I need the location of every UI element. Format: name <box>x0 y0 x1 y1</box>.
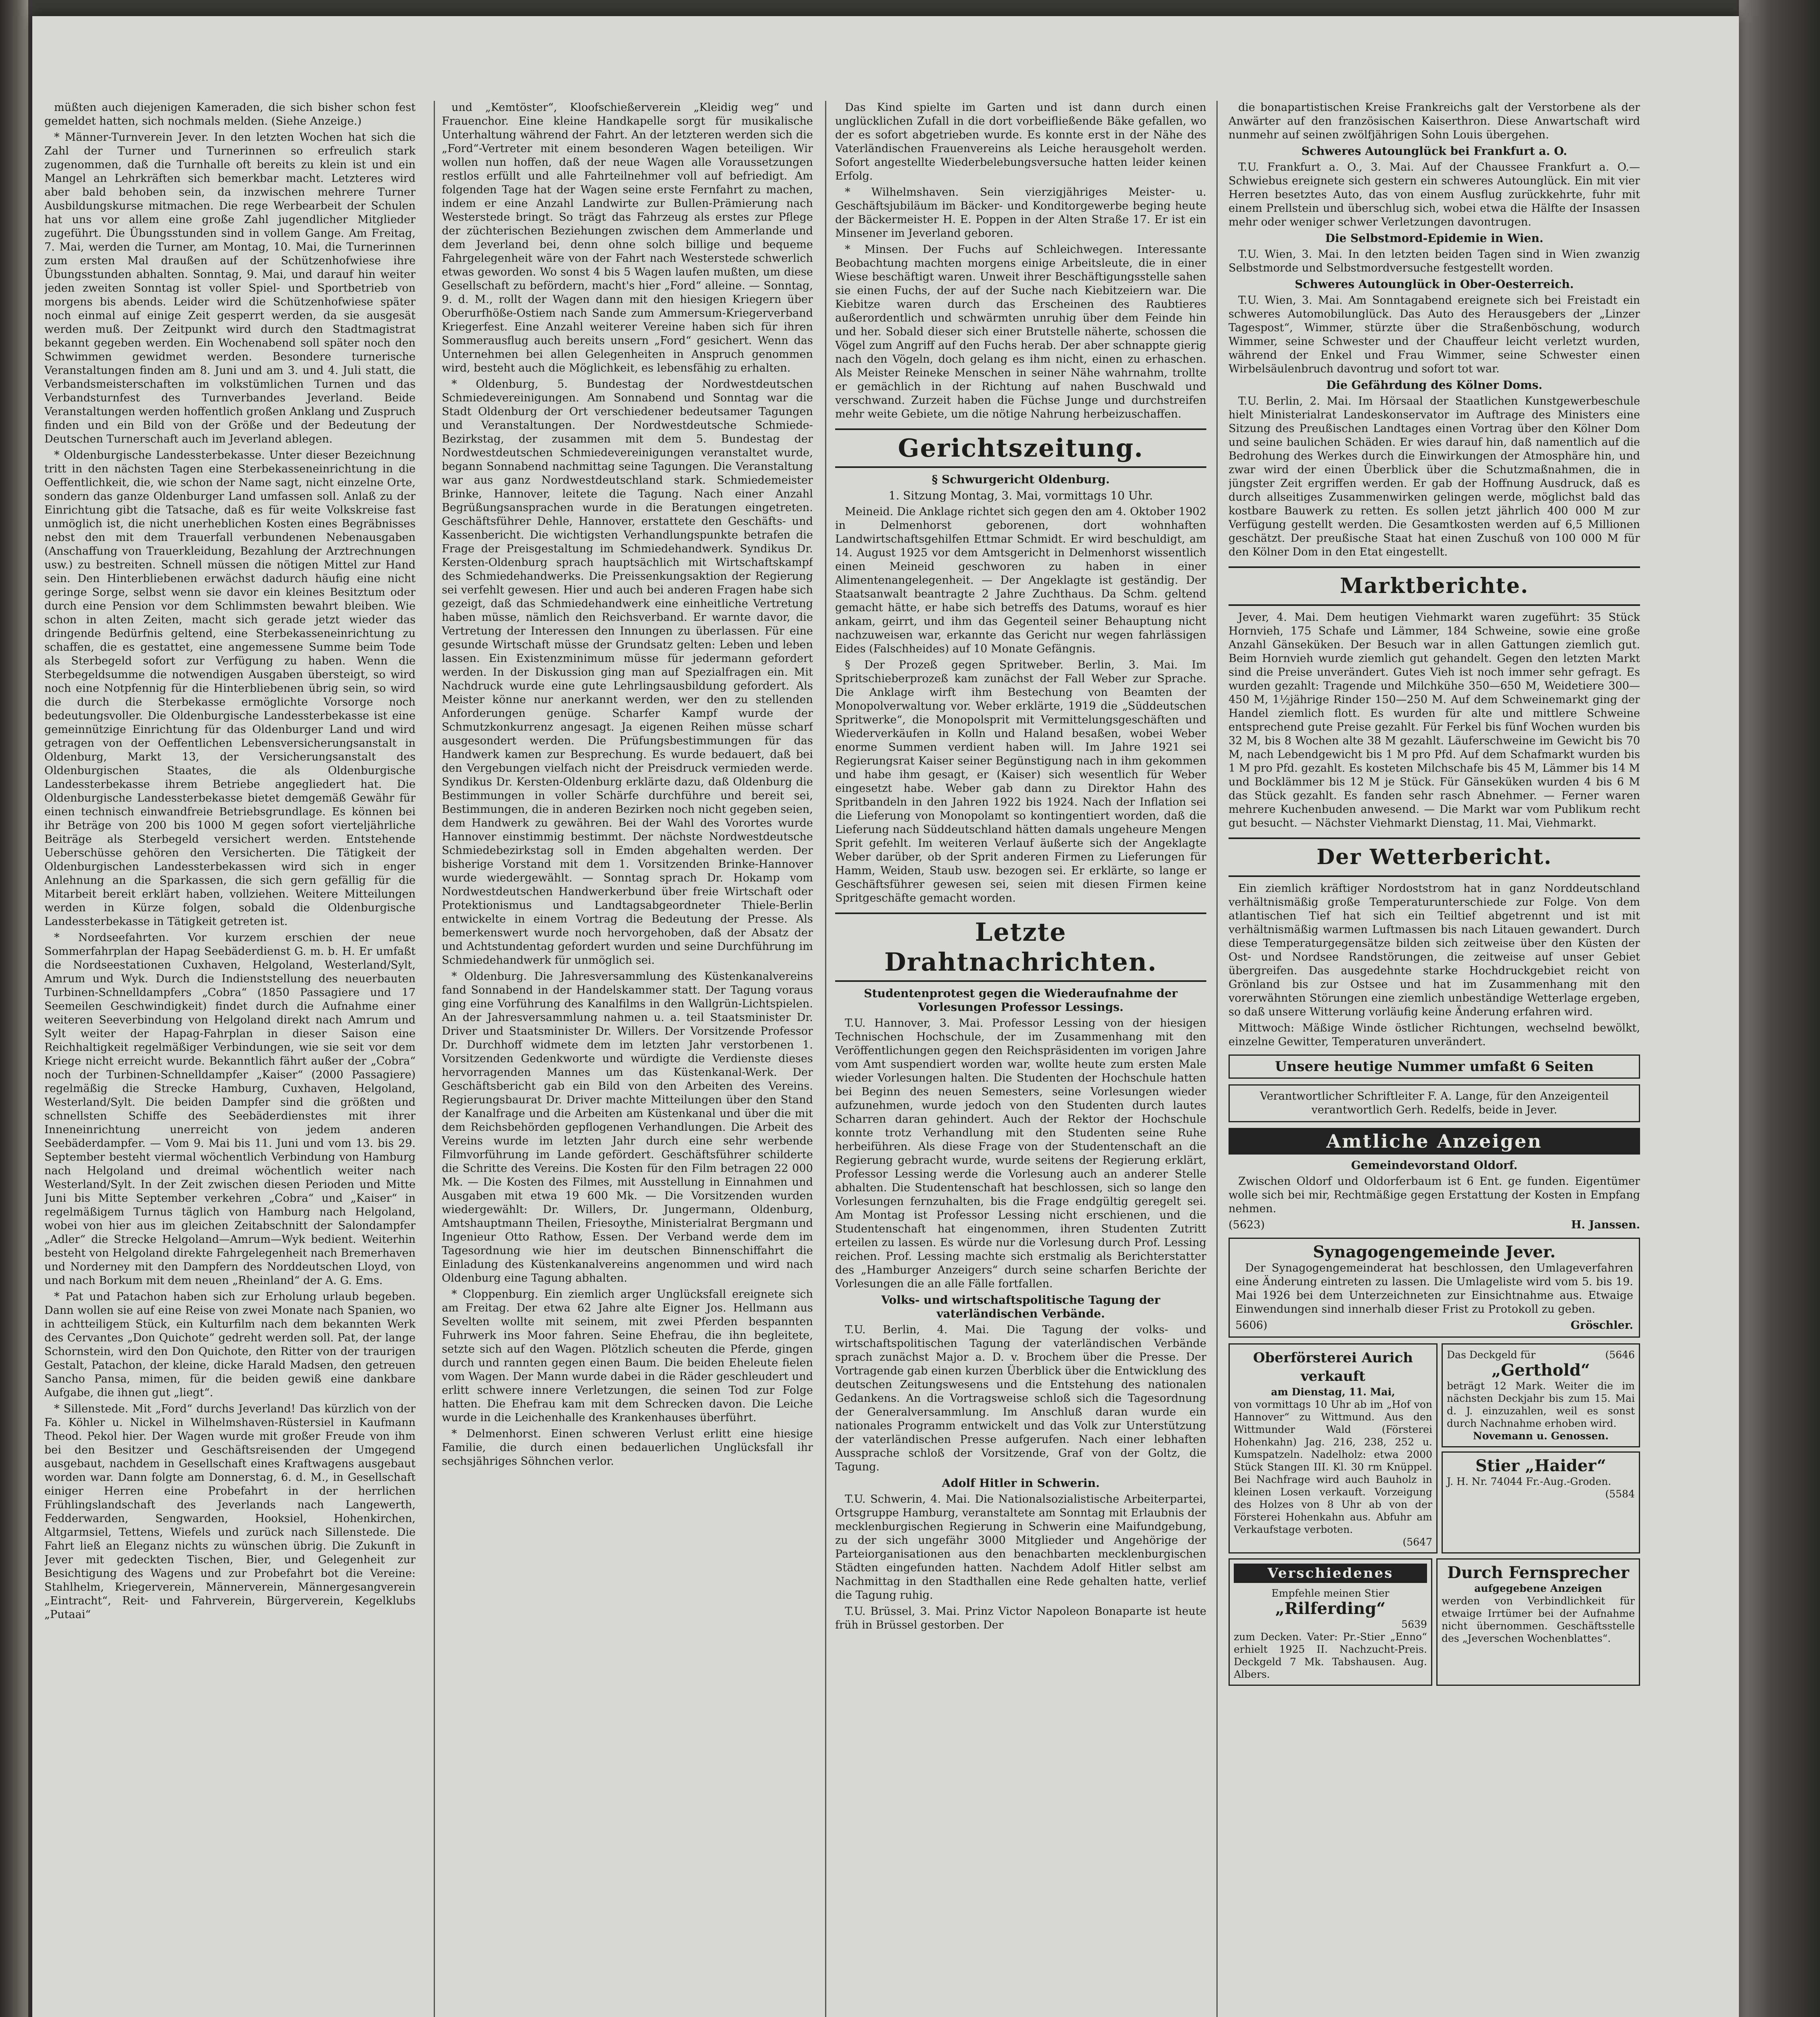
section-heading-amtliche-anzeigen: Amtliche Anzeigen <box>1229 1128 1640 1155</box>
article-nordseefahrten: * Nordseefahrten. Vor kurzem erschien der neue Sommerfahrplan der Hapag Seebäderdienst G. m. b. H. Er umfaßt die Nordseestationen Cuxhaven, Helgoland, Westerland/Sylt, Amrum und Wyk. Durch die Indienststellung des neuerbauten Turbinen-Schnelldampfers „Cobra“ (1850 Passagiere und 17 Seemeilen Geschwindigkeit) findet durch die Aufnahme einer weiteren Seeverbindung von Helgoland direkt nach Amrum und Sylt weiter der Hapag-Fahrplan in dieser Saison eine Reichhaltigkeit regelmäßiger Verbindungen, wie sie seit vor dem Kriege nicht erreicht wurde. Bekanntlich fährt außer der „Cobra“ noch der Turbinen-Schnelldampfer „Kaiser“ (2000 Passagiere) regelmäßig die Strecke Hamburg, Cuxhaven, Helgoland, Westerland/Sylt. Die beiden Dampfer sind die größten und schnellsten Schiffe des Seebäderdienstes mit ihrer Inneneinrichtung unerreicht von jedem anderen Seebäderdampfer. — Vom 9. Mai bis 11. Juni und vom 13. bis 29. September besteht viermal wöchentlich Verbindung von Hamburg nach Helgoland und dreimal wöchentlich weiter nach Westerland/Sylt. In der Zeit zwischen diesen Perioden und Mitte Juni bis Mitte September verkehren „Cobra“ und „Kaiser“ in regelmäßigem Turnus täglich von Hamburg nach Helgoland, wobei von hier aus im gleichen Zeitabschnitt der Salondampfer „Adler“ die Strecke Helgoland—Amrum—Wyk bedient. Weiterhin besteht von Helgoland direkte Fahrgelegenheit nach Bremerhaven und Norderney mit den Dampfern des Norddeutschen Lloyd, von und nach Borkum mit dem neuen „Rheinland“ der A. G. Ems. <box>44 931 416 1287</box>
article-verbaende: T.U. Berlin, 4. Mai. Die Tagung der volks- und wirtschaftspolitischen Tagung der vaterländischen Verbände sprach zunächst Major a. D. v. Brochem über die Presse. Der Vortragende gab einen kurzen Überblick über die Entwicklung des deutschen Zeitungswesens und die Entstehung des nationalen Gedankens. An die Vortragsweise schloß sich die Tagesordnung der Generalversammlung. Im Anschluß daran wurde ein nationales Programm entwickelt und das Volk zur Unterstützung der vaterländischen Presse aufgerufen. Nach einer lebhaften Aussprache schloß der Vorsitzende, Graf von der Goltz, die Tagung. <box>835 1324 1206 1473</box>
syn-number: 5606) <box>1235 1319 1268 1332</box>
ad4-text: zum Decken. Vater: Pr.-Stier „Enno“ erhielt 1925 II. Nachzucht-Preis. Deckgeld 7 Mk. Tabshausen. Aug. Albers. <box>1234 1631 1427 1680</box>
subhead-schwurgericht: § Schwurgericht Oldenburg. <box>932 473 1110 486</box>
article-delmenhorst-continued: Das Kind spielte im Garten und ist dann durch einen unglücklichen Zufall in die dort vorbeifließende Bäke gefallen, wo der es sofort abgetrieben wurde. Es konnte erst in der Nähe des Vaterländischen Frauenvereins als Leiche herausgeholt werden. Sofort angestellte Wiederbelebungsversuche hatten leider keinen Erfolg. <box>835 101 1206 182</box>
ad3-number: (5584 <box>1605 1488 1635 1500</box>
section-heading-wetterbericht: Der Wetterbericht. <box>1229 837 1640 877</box>
article-wetter: Ein ziemlich kräftiger Nordoststrom hat in ganz Norddeutschland verhältnismäßig große Temperaturunterschiede zur Folge. Von dem atlantischen Tief hat sich ein Teiltief abgetrennt und ist mit verhältnismäßig warmen Luftmassen bis nach Litauen gewandert. Durch diese Temperaturgegensätze bilden sich zeitweise über den Küsten der Ost- und Nordsee Randstörungen, die zeitweise auf unser Gebiet übergreifen. Das ausgedehnte starke Hochdruckgebiet reicht von Grönland bis zur Ostsee und hat im Zusammenhang mit den vorerwähnten Störungen eine ziemlich unbeständige Wetterlage ergeben, so daß unsere Witterung vorläufig keine Änderung erfahren wird. <box>1229 882 1640 1018</box>
column-1 <box>44 101 416 2017</box>
ad1-date: am Dienstag, 11. Mai, <box>1271 1386 1395 1398</box>
amtl-signature: H. Janssen. <box>1571 1219 1640 1231</box>
ad5-text: werden von Verbindlichkeit für etwaige Irrtümer bei der Aufnahme nicht übernommen. Geschäftsstelle des „Jeverschen Wochenblattes“. <box>1442 1595 1635 1644</box>
subhead-verbaende: Volks- und wirtschaftspolitische Tagung der vaterländischen Verbände. <box>881 1293 1160 1320</box>
amtl-org: Gemeindevorstand Oldorf. <box>1351 1159 1518 1172</box>
ad-stier-haider <box>1442 1451 1640 1553</box>
ad2-signature: Novemann u. Genossen. <box>1473 1430 1609 1442</box>
subhead-studentenprotest: Studentenprotest gegen die Wiederaufnahme der Vorlesungen Professor Lessings. <box>864 987 1178 1014</box>
article-frankfurt: T.U. Frankfurt a. O., 3. Mai. Auf der Chaussee Frankfurt a. O.—Schwiebus ereignete sich gestern ein schweres Autounglück. Ein mit vier Herren besetztes Auto, das von einem Ausflug zurückkehrte, fuhr mit einem Prellstein und überschlug sich, wobei etwa die Hälfte der Insassen mehr oder weniger schwer Verletzungen davontrugen. <box>1229 161 1640 228</box>
article-cloppenburg: * Cloppenburg. Ein ziemlich arger Unglücksfall ereignete sich am Freitag. Der etwa 62 Jahre alte Eigner Jos. Hellmann aus Sevelten wollte mit seinem, mit zwei Pferden bespannten Fuhrwerk ins Moor fahren. Seine Ehefrau, die ihn begleitete, setzte sich auf den Wagen. Plötzlich scheuten die Pferde, gingen durch und rannten gegen einen Baum. Die beiden Eheleute fielen vom Wagen. Der Mann wurde dabei in die Räder geschleudert und erlitt schwere innere Verletzungen, die seinen Tod zur Folge hatten. Die Ehefrau kam mit dem Schrecken davon. Die Leiche wurde in die Leichenhalle des Krankenhauses überführt. <box>442 1288 813 1424</box>
column-container <box>44 101 1642 2017</box>
syn-signature: Gröschler. <box>1570 1319 1633 1332</box>
column-2 <box>442 101 813 2017</box>
ad-synagogengemeinde <box>1229 1238 1640 1338</box>
article-wilhelmshaven: * Wilhelmshaven. Sein vierzigjähriges Meister- u. Geschäftsjubiläum im Bäcker- und Konditorgewerbe beging heute der Bäckermeister H. E. Poppen in der Alten Straße 17. Er ist ein Minsener im Jeverland geboren. <box>835 186 1206 240</box>
article-spritweber: § Der Prozeß gegen Spritweber. Berlin, 3. Mai. Im Spritschieberprozeß kam zunächst der Fall Weber zur Sprache. Die Anklage wirft ihm Bestechung von Beamten der Monopolverwaltung vor. Weber erklärte, 1919 die „Süddeutschen Spritwerke“, die Monopolsprit mit Vermittelungsgeschäften und Wiederverkäufen in Kolln und Haland besaßen, wobei Weber enorme Summen verdient haben will. Im Jahre 1921 sei Regierungsrat Kaiser seiner Begünstigung nach in ihm gekommen und habe ihm gesagt, er (Kaiser) sich wesentlich für Weber eingesetzt habe. Weber gab dann zu Direktor Hahn des Spritbandeln in den Jahren 1922 bis 1924. Nach der Inflation sei die Lieferung von Monopolamt so kontingentiert worden, daß die Lieferung nach Süddeutschland hätten damals ungeheure Mengen Sprit gefehlt. Im weiteren Verlauf äußerte sich der Angeklagte Weber darüber, ob der Sprit anderen Firmen zu Lieferungen für Hamm, Weiden, Staub usw. bezogen sei. Er erklärte, so lange er Geschäftsführer gewesen sei, seien mit diesen Firmen keine Spritgeschäfte gemacht worden. <box>835 659 1206 904</box>
article-turnverein: * Männer-Turnverein Jever. In den letzten Wochen hat sich die Zahl der Turner und Turnerinnen so erfreulich stark zugenommen, daß die Turnhalle oft bereits zu klein ist und ein Mangel an Lehrkräften sich bemerkbar macht. Letzteres wird aber bald behoben sein, da inzwischen mehrere Turner Ausbildungskurse mitmachen. Die rege Werbearbeit der Schulen hat uns vor allem eine große Zahl jugendlicher Mitglieder zugeführt. Die Übungsstunden sind in vollem Gange. Am Freitag, 7. Mai, werden die Turner, am Montag, 10. Mai, die Turnerinnen zum ersten Mal draußen auf der Schützenhofwiese ihre Übungsstunden abhalten. Sonntag, 9. Mai, und darauf hin weiter jeden zweiten Sonntag ist voller Spiel- und Sportbetrieb von morgens bis abends. Leider wird die Schützenhofwiese später noch einmal auf einige Zeit gesperrt werden, da sie ausgesät werden muß. Der Zeitpunkt wird durch den Stadtmagistrat bekannt gegeben werden. Ein Wochenabend soll später noch den Schwimmen gewidmet werden. Besondere turnerische Veranstaltungen finden am 8. Juni und am 3. und 4. Juli statt, die Verbandsmeisterschaften im volkstümlichen Turnen und das Verbandsturnfest des Turnverbandes Jeverland. Beide Veranstaltungen werden hoffentlich großen Anklang und Zuspruch finden und ein Bild von der Größe und der Bedeutung der Deutschen Turnerschaft auch im Jeverland ablegen. <box>44 131 416 445</box>
ad-fernsprecher <box>1436 1558 1640 1686</box>
article-meineid: Meineid. Die Anklage richtet sich gegen den am 4. Oktober 1902 in Delmenhorst geborenen, dort wohnhaften Landwirtschaftsgehilfen Ettmar Schmidt. Er wird beschuldigt, am 14. August 1925 vor dem Amtsgericht in Delmenhorst wissentlich einen Meineid geschworen zu haben in einer Alimentenangelegenheit. — Der Angeklagte ist geständig. Der Staatsanwalt beantragte 2 Jahre Zuchthaus. Da Schm. geltend gemacht hätte, er habe sich betreffs des Datums, worauf es hier ankam, geirrt, und ihm das Gegenteil seiner Behauptung nicht nachzuweisen war, erkannte das Gericht nur wegen fahrlässigen Eides (Falschheides) auf 10 Monate Gefängnis. <box>835 505 1206 655</box>
article-ford-continued: und „Kemtöster“, Kloofschießerverein „Kleidig weg“ und Frauenchor. Eine kleine Handkapelle sorgt für musikalische Unterhaltung während der Fahrt. An der letzteren werden sich die „Ford“-Vertreter mit einem besonderen Wagen beteiligen. Wir wollen nun hoffen, daß der neue Wagen alle Voraussetzungen restlos erfüllt und alle Fahrteilnehmer voll auf befriedigt. Am folgenden Tage hat der Wagen seine erste Fernfahrt zu machen, indem er eine Anzahl Landwirte zur Bullen-Prämierung nach Westerstede bringt. So trägt das Fahrzeug als erstes zur Pflege der züchterischen Beziehungen zwischen dem Ammerlande und dem Jeverland bei, denn ohne solch billige und bequeme Fahrgelegenheit wäre von der Fahrt nach Westerstede schwerlich etwas geworden. Wo sonst 4 bis 5 Wagen laufen mußten, um diese Gesellschaft zu befördern, macht's hier „Ford“ alleine. — Sonntag, 9. d. M., rollt der Wagen dann mit den hiesigen Kriegern über Oberurfhöße-Ostiem nach Sande zum Ammersum-Kriegerverband Kriegerfest. Eine Anzahl weiterer Vereine haben sich für ihren Sommerausflug auch bereits unsern „Ford“ gesichert. Wenn das Unternehmen bei allen Gelegenheiten in Anspruch genommen wird, besteht auch die Möglichkeit, es lebensfähig zu erhalten. <box>442 101 813 374</box>
article-kuestenkanal: * Oldenburg. Die Jahresversammlung des Küstenkanalvereins fand Sonnabend in der Handelskammer statt. Der Tagung voraus ging eine Vorführung des Kanalfilms in den Wallgrün-Lichtspielen. An der Jahresversammlung nahmen u. a. teil Staatsminister Dr. Driver und Staatsminister Dr. Willers. Der Vorsitzende Professor Dr. Durchhoff widmete dem im letzten Jahr verstorbenen 1. Vorsitzenden Gedenkworte und würdigte die Verdienste dieses hervorragenden Mannes um das Küstenkanal-Werk. Der Geschäftsbericht gab ein Bild von den Arbeiten des Vereins. Regierungsbaurat Dr. Driver machte Mitteilungen über den Stand der Kanalfrage und die Arbeiten am Küstenkanal und über die mit dem Reichsbehörden gepflogenen Verhandlungen. Die Arbeit des Vereins wurde im letzten Jahr durch eine sehr werbende Filmvorführung im Lande gefördert. Geschäftsführer schilderte die Schritte des Vereins. Die Kosten für den Film betragen 22 000 Mk. — Die Kosten des Filmes, mit Ausstellung in Einnahmen und Ausgaben mit etwa 19 600 Mk. — Die Vorsitzenden wurden wiedergewählt: Dr. Willers, Dr. Jungermann, Oldenburg, Amtshauptmann Theilen, Friesoythe, Ministerialrat Bergmann und Ingenieur Otto Rathow, Essen. Der Verband werde dem im Tagesordnung wie hier im deutschen Binnenschiffahrt die Einladung des Küstenkanalvereins angenommen und wird nach Oldenburg eine Tagung abhalten. <box>442 970 813 1284</box>
article-viehmarkt: Jever, 4. Mai. Dem heutigen Viehmarkt waren zugeführt: 35 Stück Hornvieh, 175 Schafe und Lämmer, 184 Schweine, sowie eine große Anzahl Gänseküken. Der Besuch war in allen Gattungen ziemlich gut. Beim Hornvieh wurde ziemlich gut gehandelt. Gegen den letzten Markt sind die Preise unverändert. Gutes Vieh ist noch immer sehr gefragt. Es wurden gezahlt: Tragende und Milchkühe 350—650 M, Weidetiere 300—450 M, 1½jährige Rinder 150—250 M. Auf dem Schweinemarkt ging der Handel ziemlich flott. Es wurden für alte und mittlere Schweine entsprechend gute Preise gezahlt. Für Ferkel bis fünf Wochen wurden bis 32 M, bis 8 Wochen alte 38 M gezahlt. Läuferschweine im Gewicht bis 70 M, nach Lebendgewicht bis 1 M pro Pfd. Auf dem Schafmarkt wurden bis 1 M pro Pfd. gezahlt. Es kosteten Milchschafe bis 45 M, Lämmer bis 14 M und Bocklämmer bis 12 M je Stück. Für Gänseküken wurden 4 bis 6 M das Stück gezahlt. Es fanden sehr rasch Abnehmer. — Ferner waren mehrere Kuchenbuden anwesend. — Die Markt war vom Publikum recht gut besucht. — Nächster Viehmarkt Dienstag, 11. Mai, Viehmarkt. <box>1229 611 1640 829</box>
amtl-number: (5623) <box>1229 1219 1265 1231</box>
subhead-hitler: Adolf Hitler in Schwerin. <box>942 1476 1100 1490</box>
book-binding-left <box>0 0 28 2017</box>
column-3 <box>835 101 1206 2017</box>
ad3-text: J. H. Nr. 74044 Fr.-Aug.-Groden. <box>1447 1476 1611 1487</box>
ad1-title: Oberförsterei Aurich verkauft <box>1253 1350 1413 1384</box>
section-heading-drahtnachrichten: Letzte Drahtnachrichten. <box>835 912 1206 982</box>
article-delmenhorst: * Delmenhorst. Einen schweren Verlust erlitt eine hiesige Familie, die durch einen bedauerlichen Unglücksfall ihr sechsjähriges Söhnchen verlor. <box>442 1428 813 1468</box>
ad2-top: Das Deckgeld für <box>1447 1349 1536 1361</box>
page-count-note: Unsere heutige Nummer umfaßt 6 Seiten <box>1229 1054 1640 1079</box>
article-schwerin: T.U. Schwerin, 4. Mai. Die Nationalsozialistische Arbeiterpartei, Ortsgruppe Hamburg, veranstaltete am Sonntag mit Erlaubnis der mecklenburgischen Regierung in Schwerin eine Maifundgebung, zu der sich ungefähr 3000 Mitglieder und Angehörige der Parteiorganisationen aus den benachbarten mecklenburgischen Städten eingefunden hatten. Nachdem Adolf Hitler selbst am Nachmittag in den Stadthallen eine Rede gehalten hatte, verlief die Tagung ruhig. <box>835 1493 1206 1601</box>
ad1-text: von vormittags 10 Uhr ab im „Hof von Hannover“ zu Wittmund. Aus den Wittmunder Wald (Försterei Hohenkahn) Jag. 216, 238, 252 u. Kumspatzeln. Nadelholz: etwa 2000 Stück Stangen III. Kl. 30 rm Knüppel. Bei Nachfrage wird auch Bauholz in kleinen Losen verkauft. Vorzeigung des Holzes von 8 Uhr ab von der Försterei Hohenkahn aus. Abfuhr am Verkaufstage verboten. <box>1234 1399 1432 1535</box>
subhead-sitting: 1. Sitzung Montag, 3. Mai, vormittags 10 Uhr. <box>888 489 1153 502</box>
article-minsen: * Minsen. Der Fuchs auf Schleichwegen. Interessante Beobachtung machten morgens einige Arbeitsleute, die in einer Wiese beschäftigt waren. Unweit ihrer Beschäftigungsstelle sahen sie einen Fuchs, der auf der Suche nach Kiebitzeiern war. Die Kiebitze waren durch das Erscheinen des Raubtieres außerordentlich und schwärmten unruhig über dem Feinde hin und her. Sobald dieser sich einer Brutstelle näherte, schossen die Vögel zum Angriff auf den Fuchs herab. Der aber schnappte gierig nach den Vögeln, doch gelang es ihm nicht, einen zu erhaschen. Als Meister Reineke Menschen in seiner Nähe wahrnahm, trollte er gemächlich in der Richtung auf nahen Buschwald und verschwand. Zurzeit haben die Füchse Junge und durchstreifen mehr weite Gebiete, um die nötige Nahrung herbeizuschaffen. <box>835 243 1206 420</box>
subhead-koelner-dom: Die Gefährdung des Kölner Doms. <box>1326 378 1542 392</box>
weather-forecast: Mittwoch: Mäßige Winde östlicher Richtungen, wechselnd bewölkt, einzelne Gewitter, Temperaturen unverändert. <box>1229 1022 1640 1048</box>
article-koelner-dom: T.U. Berlin, 2. Mai. Im Hörsaal der Staatlichen Kunstgewerbeschule hielt Ministerialrat Landeskonservator im Auftrage des Ministers eine Sitzung des Preußischen Landtages einen Vortrag über den Kölner Dom und seine baulichen Schäden. Er wies darauf hin, daß namentlich auf die Bedrohung des Werkes durch die Einwirkungen der Atmosphäre hin, und zwar wird der einen Überblick über die Schutzmaßnahmen, die in jüngster Zeit ergriffen werden. Er gab der Hoffnung Ausdruck, daß es durch allseitiges Zusammenwirken gelingen werde, möglichst bald das kostbare Bauwerk zu retten. Es sollen jetzt jährlich 400 000 M zur Verfügung gestellt werden. Die Gesamtkosten werden auf 6,5 Millionen geschätzt. Der preußische Staat hat einen Zuschuß von 100 000 M für den Kölner Dom in den Etat eingestellt. <box>1229 395 1640 558</box>
article-lessing: T.U. Hannover, 3. Mai. Professor Lessing von der hiesigen Technischen Hochschule, der im Zusammenhang mit den Veröffentlichungen gegen den Reichspräsidenten im vorigen Jahre vom Amt suspendiert worden war, wollte heute zum ersten Male wieder Vorlesungen halten. Die Studenten der Hochschule hatten bei Beginn des neuen Semesters, seine Vorlesungen wieder aufzunehmen, wurde jedoch von den Studenten durch lautes Scharren daran gehindert. Auch der Rektor der Hochschule konnte trotz Verhandlung mit den Studenten seine Ruhe herbeiführen. Als diese Frage von der Studentenschaft an die Regierung gebracht wurde, wurde seitens der Regierung erklärt, Professor Lessing werde die Vorlesung auch an anderer Stelle abhalten. Die Studentenschaft hat beschlossen, sich so lange den Vorlesungen fernzuhalten, bis die Frage endgültig geregelt sei. Am Montag ist Professor Lessing nicht erschienen, und die Studentenschaft hat eingenommen, ihren Studenten Zutritt erteilen zu lassen. Es würde nur die Vorlesung durch Prof. Lessing reichen. Prof. Lessing machte sich erstmalig als Berichterstatter des „Hamburger Anzeigers“ durch seine scharfen Berichte der Vorlesungen die an alle Fälle fortfallen. <box>835 1017 1206 1290</box>
ad4-top: Empfehle meinen Stier <box>1271 1587 1390 1599</box>
amtl-text: Zwischen Oldorf und Oldorferbaum ist 6 Ent. ge funden. Eigentümer wolle sich bei mir, Rechtmäßige gegen Erstattung der Kosten in Empfang nehmen. <box>1229 1175 1640 1215</box>
ad-grid-2 <box>1229 1558 1640 1686</box>
ad5-title: Durch Fernsprecher <box>1447 1563 1629 1582</box>
article-wien-selbstmord: T.U. Wien, 3. Mai. In den letzten beiden Tagen sind in Wien zwanzig Selbstmorde und Selbstmordversuche festgestellt worden. <box>1229 248 1640 274</box>
ad4-name: „Rilferding“ <box>1275 1599 1386 1618</box>
article-sterbekasse: * Oldenburgische Landessterbekasse. Unter dieser Bezeichnung tritt in den nächsten Tagen eine Sterbekasseneinrichtung in die Oeffentlichkeit, die, wie schon der Name sagt, nicht einzelne Orte, sondern das ganze Oldenburger Land umfassen soll. Anlaß zu der Einrichtung gibt die Tatsache, daß es für weite Volkskreise fast unmöglich ist, die nicht unerheblichen Kosten eines Begräbnisses nebst den mit dem Trauerfall verbundenen Nebenausgaben (Anschaffung von Trauerkleidung, Bezahlung der Arztrechnungen usw.) zu bestreiten. Schnell müssen die nötigen Mittel zur Hand sein. Den Hinterbliebenen erwächst dadurch häufig eine nicht geringe Sorge, selbst wenn sie davor ein kleines Besitztum oder durch eine Pension vor dem Schlimmsten bewahrt bleiben. Wie schon in alten Zeiten, macht sich gerade jetzt wieder das dringende Bedürfnis geltend, eine Sterbekasseneinrichtung zu schaffen, die es gestattet, eine angemessene Summe beim Tode als Sterbegeld sofort zur Verfügung zu haben. Wenn die Sterbegeldsumme die notwendigen Ausgaben übersteigt, so wird noch eine Notpfennig für die Hinterbliebenen übrig sein, so wird die durch die Sterbekasse ermöglichte Vorsorge noch bedeutungsvoller. Die Oldenburgische Landessterbekasse ist eine gemeinnützige Einrichtung für das Oldenburger Land und wird getragen von der Oeffentlichen Lebensversicherungsanstalt in Oldenburg, Markt 13, der Versicherungsanstalt des Oldenburgischen Staates, die als Oldenburgische Landessterbekasse ihrem Betriebe angegliedert hat. Die Oldenburgische Landessterbekasse bietet demgemäß Gewähr für einen technisch einwandfreie Betriebsgrundlage. Es können bei ihr Beträge von 200 bis 1000 M gegen sofort vierteljährliche Beiträge als Sterbegeld versichert werden. Entstehende Ueberschüsse gehören den Versicherten. Die Tätigkeit der Oldenburgischen Landessterbekassen wird sich in enger Anlehnung an die Sparkassen, die sich gern gefällig für die Mitarbeit bereit erklärt haben, vollziehen. Weitere Mitteilungen werden in Kürze folgen, sobald die Oldenburgische Landessterbekasse in Tätigkeit getreten ist. <box>44 449 416 928</box>
ad2-text: beträgt 12 Mark. Weiter die im nächsten Deckjahr bis zum 15. Mai d. J. einzuzahlen, weil es sonst durch Nachnahme erhoben wird. <box>1447 1380 1635 1429</box>
column-4 <box>1229 101 1640 2017</box>
subhead-frankfurt: Schweres Autounglück bei Frankfurt a. O. <box>1301 144 1567 158</box>
ad5-subtitle: aufgegebene Anzeigen <box>1474 1583 1602 1594</box>
article-paragraph: müßten auch diejenigen Kameraden, die sich bisher schon fest gemeldet hatten, sich nochmals melden. (Siehe Anzeige.) <box>44 101 416 127</box>
article-schmiede: * Oldenburg, 5. Bundestag der Nordwestdeutschen Schmiedevereinigungen. Am Sonnabend und Sonntag war die Stadt Oldenburg der Ort verschiedener bedeutsamer Tagungen und Veranstaltungen. Der Nordwestdeutsche Schmiede-Bezirkstag, der zusammen mit dem 5. Bundestag der Nordwestdeutschen Schmiedevereinigungen veranstaltet wurde, begann Sonnabend nachmittag seine Tagungen. Die Veranstaltung war aus ganz Nordwestdeutschland stark. Schmiedemeister Brinke, Hannover, leitete die Tagung. Nach einer Anzahl Begrüßungsansprachen wurde in die Beratungen eingetreten. Geschäftsführer Dehle, Hannover, erstattete den Geschäfts- und Kassenbericht. Die wichtigsten Verhandlungspunkte betrafen die Frage der Preisgestaltung im Schmiedehandwerk. Syndikus Dr. Kersten-Oldenburg sprach hauptsächlich mit Wirtschaftskampf des Schmiedehandwerks. Die Preissenkungsaktion der Regierung sei verfehlt gewesen. Hier und auch bei anderen Fragen habe sich gezeigt, daß das Schmiedehandwerk eine einheitliche Vertretung haben müsse, nämlich den Reichsverband. Er warnte davor, die Vertretung der Interessen den Innungen zu überlassen. Für eine gesunde Wirtschaft müsse der Grundsatz gelten: Leben und leben lassen. Ein Existenzminimum müsse für jedermann gefordert werden. In der Diskussion ging man auf Spezialfragen ein. Mit Nachdruck wurde eine gute Lehrlingsausbildung gefordert. Als Meister könne nur anerkannt werden, wer den zu stellenden Anforderungen genüge. Scharfer Kampf wurde der Schmutzkonkurrenz angesagt. Ja eigenen Reihen müsse scharf ausgesondert werden. Die Prüfungsbestimmungen für das Handwerk kamen zur Besprechung. Es wurde bedauert, daß bei den Vergebungen vielfach nicht der Preisdruck vermieden werde. Syndikus Dr. Kersten-Oldenburg erklärte dazu, daß Oldenburg die Bestimmungen in voller Schärfe durchführe und bereit sei, Bestimmungen, die in anderen Bezirken noch nicht gegeben seien, dem Handwerk zu gewähren. Bei der Wahl des Vorortes wurde Hannover einstimmig bestimmt. Der nächste Nordwestdeutsche Schmiedebezirkstag soll in Emden abgehalten werden. Der bisherige Vorstand mit dem 1. Vorsitzenden Brinke-Hannover wurde wiedergewählt. — Sonntag sprach Dr. Hokamp vom Nordwestdeutschen Handwerkerbund über freie Wirtschaft oder Protektionismus und Landtagsabgeordneter Thiele-Berlin entwickelte in einem Vortrag die Bedeutung der Presse. Als bemerkenswert wurde noch hervorgehoben, daß der Absatz der und Achtstundentag gefordert wurden und seine Durchführung im Schmiedehandwerk für unmöglich sei. <box>442 378 813 967</box>
book-edge-right <box>1739 0 1820 2017</box>
ad1-number: (5647 <box>1402 1536 1432 1548</box>
article-sillenstede: * Sillenstede. Mit „Ford“ durchs Jeverland! Das kürzlich von der Fa. Köhler u. Nickel in Wilhelmshaven-Rüstersiel in Kaufmann Theod. Pekol hier. Der Wagen wurde mit großer Freude von ihm bei den Besitzer und Geschäftsreisenden der Umgegend ausgebaut, nachdem in Gesellschaft eines Kraftwagens ausgebaut worden war. Dann folgte am Donnerstag, 6. d. M., in Gesellschaft einiger Herren eine Probefahrt in der herrlichen Frühlingslandschaft des Jeverlands nach Langewerth, Fedderwarden, Sengwarden, Hooksiel, Hohenkirchen, Altgarmsiel, Tettens, Wiefels und zurück nach Sillenstede. Die Fahrt ließ an Eleganz nichts zu wünschen übrig. Die Zukunft in Jever mit gedeckten Tischen, Bier, und Gelegenheit zur Besichtigung des Wagens und zur Probefahrt bot die Vereine: Stahlhelm, Kriegerverein, Männerverein, Männergesangverein „Eintracht“, Reit- und Fahrverein, Bürgerverein, Kegelklubs „Putaai“ <box>44 1403 416 1621</box>
ad-grid <box>1229 1343 1640 1553</box>
article-ober-oesterreich: T.U. Wien, 3. Mai. Am Sonntagabend ereignete sich bei Freistadt ein schweres Automobilunglück. Das Auto des Herausgebers der „Linzer Tagespost“, Wimmer, stürzte über die Straßenböschung, wodurch Wimmer, seine Schwester und der Chauffeur leicht verletzt wurden, während der Enkel und Frau Wimmer, seine Schwester einen Wirbelsäulenbruch davontrug und sofort tot war. <box>1229 294 1640 375</box>
article-bonaparte-continued: die bonapartistischen Kreise Frankreichs galt der Verstorbene als der Anwärter auf den französischen Kaiserthron. Diese Anwartschaft wird nunmehr auf seinen zwölfjährigen Sohn Louis übergehen. <box>1229 101 1640 141</box>
impressum: Verantwortlicher Schriftleiter F. A. Lange, für den Anzeigenteil verantwortlich Gerh. Redelfs, beide in Jever. <box>1229 1084 1640 1122</box>
section-heading-verschiedenes: Verschiedenes <box>1234 1564 1427 1583</box>
subhead-ober-oesterreich: Schweres Autounglück in Ober-Oesterreich. <box>1295 278 1574 291</box>
article-bruessel: T.U. Brüssel, 3. Mai. Prinz Victor Napoleon Bonaparte ist heute früh in Brüssel gestorben. Der <box>835 1605 1206 1631</box>
ad2-number: (5646 <box>1605 1349 1635 1361</box>
section-heading-marktberichte: Marktberichte. <box>1229 566 1640 606</box>
syn-title: Synagogengemeinde Jever. <box>1313 1242 1556 1261</box>
ad-deckgeld <box>1442 1343 1640 1447</box>
article-pat-patachon: * Pat und Patachon haben sich zur Erholung urlaub begeben. Dann wollen sie auf eine Reise von zwei Monate nach Spanien, wo in achtteiligem Stück, ein Kulturfilm nach dem bekannten Werk des Cervantes „Don Quichote“ gedreht werden soll. Pat, der lange Schornstein, wird den Don Quichote, den Ritter von der traurigen Gestalt, Patachon, der kleine, dicke Harald Madsen, den getreuen Sancho Pansa, mimen, für die beiden gewiß eine dankbare Aufgabe, die ihnen gut „liegt“. <box>44 1290 416 1399</box>
ad-verschiedenes <box>1229 1558 1432 1686</box>
subhead-wien-selbstmord: Die Selbstmord-Epidemie in Wien. <box>1325 232 1544 245</box>
ad3-title: Stier „Haider“ <box>1475 1456 1606 1475</box>
ad-oberfoersterei <box>1229 1343 1438 1553</box>
syn-text: Der Synagogengemeinderat hat beschlossen, den Umlageverfahren eine Änderung eintreten zu lassen. Die Umlageliste wird vom 5. bis 19. Mai 1926 bei dem Unterzeichneten zur Einsichtnahme aus. Etwaige Einwendungen sind innerhalb dieser Frist zu Protokoll zu geben. <box>1235 1262 1633 1315</box>
ad2-name: „Gerthold“ <box>1491 1361 1590 1380</box>
ad4-number: 5639 <box>1401 1618 1427 1630</box>
section-heading-gerichtszeitung: Gerichtszeitung. <box>835 428 1206 468</box>
